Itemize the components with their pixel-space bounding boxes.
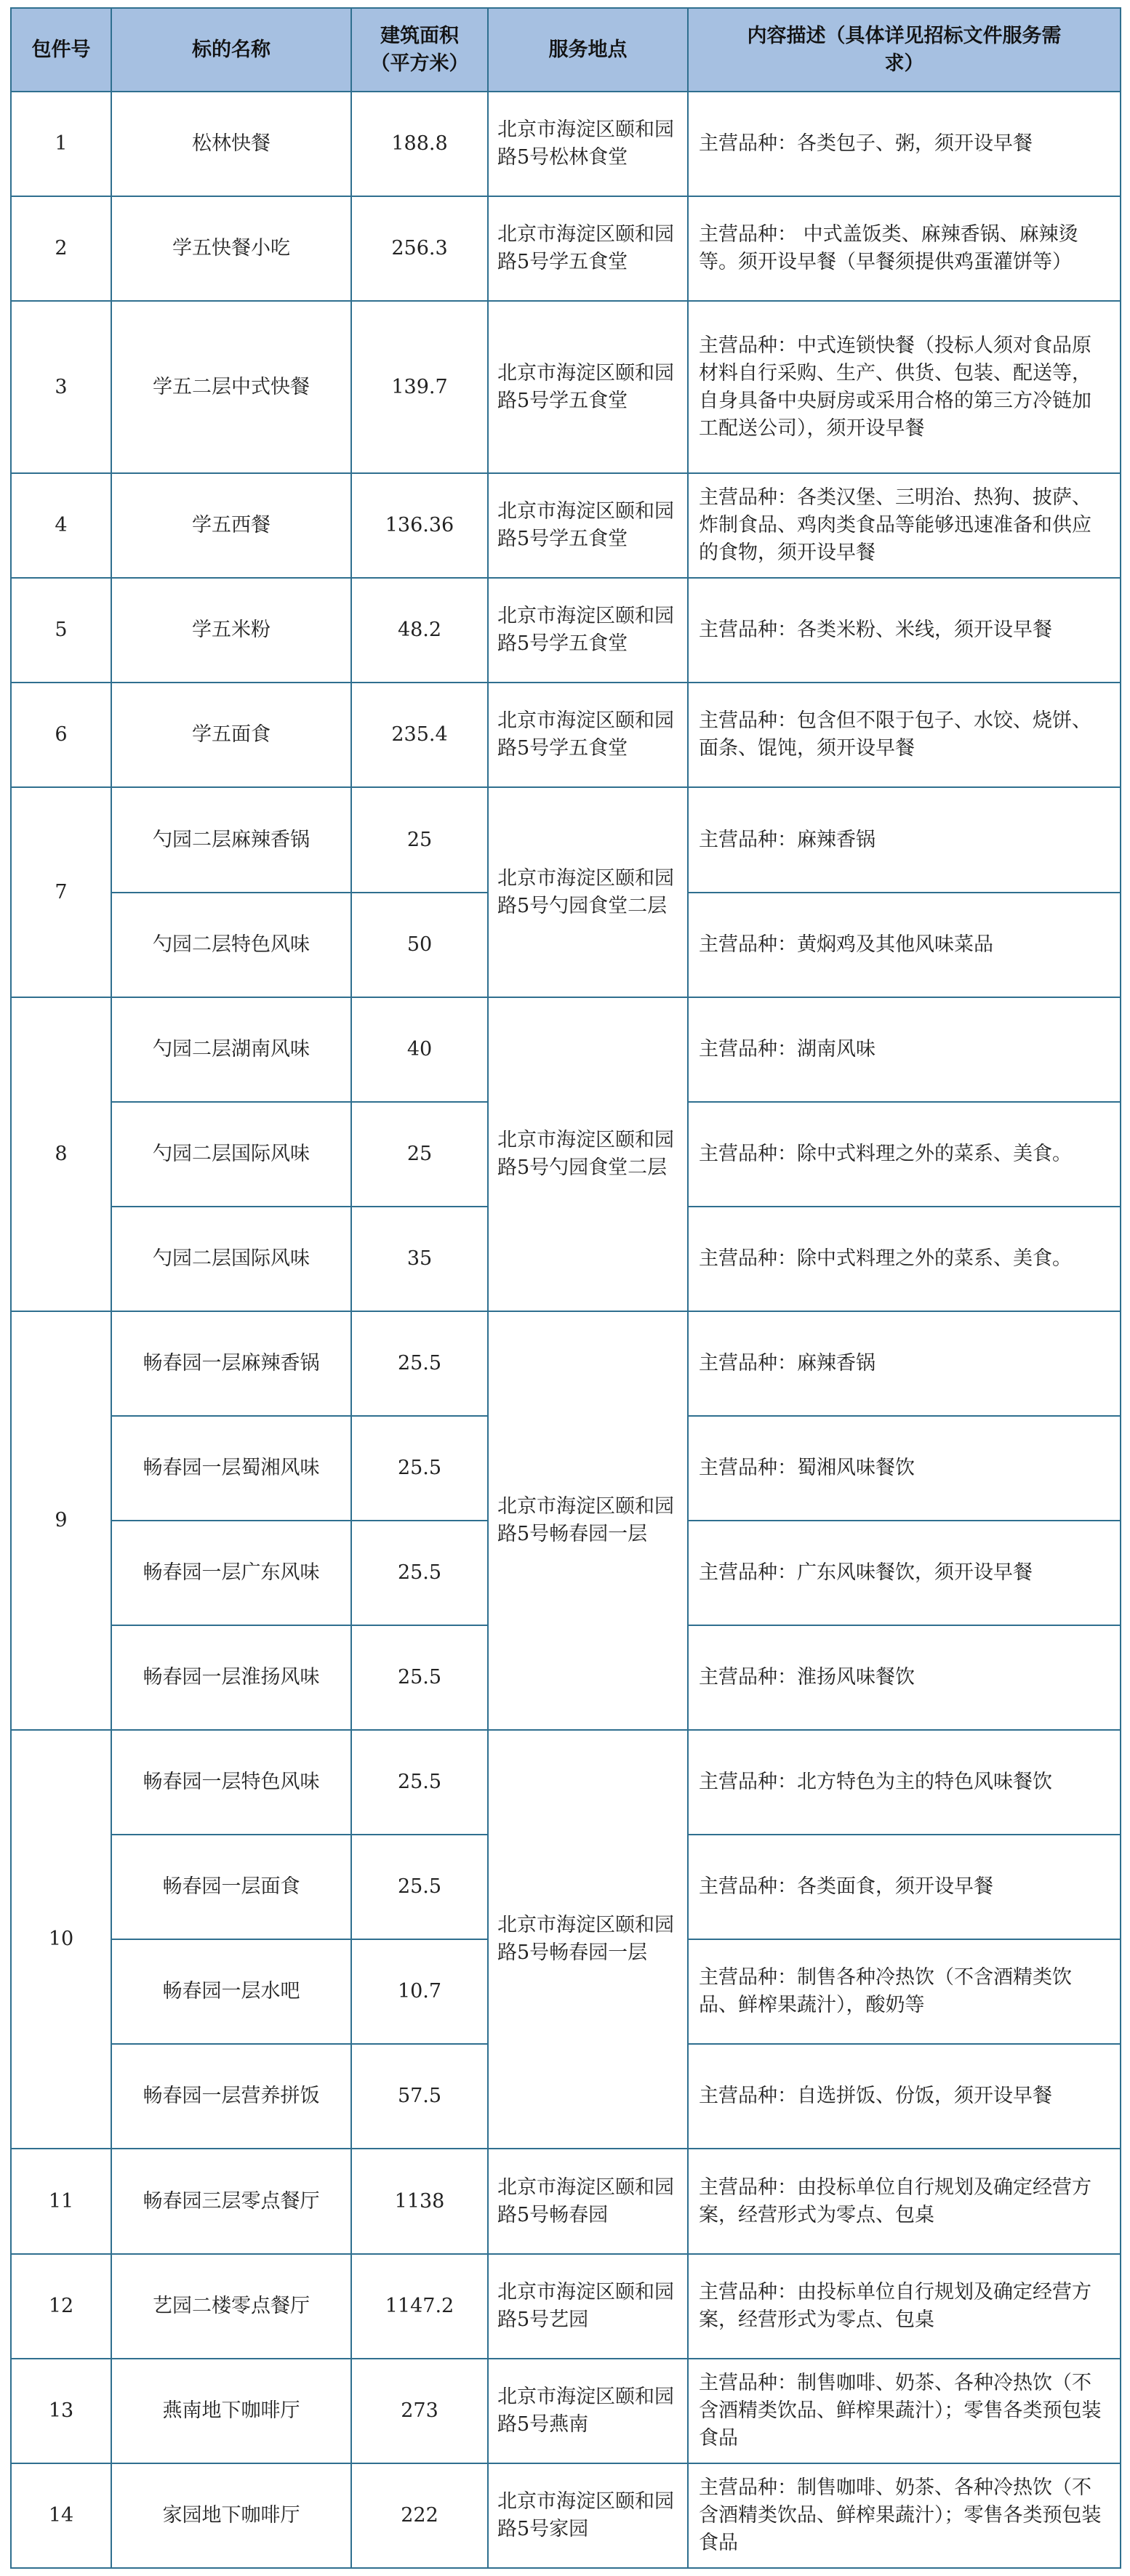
item-name: 学五二层中式快餐 [111, 301, 351, 473]
item-location: 北京市海淀区颐和园路5号勺园食堂二层 [488, 997, 688, 1311]
package-no: 8 [11, 997, 111, 1311]
header-location: 服务地点 [488, 8, 688, 92]
item-area: 136.36 [351, 473, 488, 578]
package-no: 7 [11, 787, 111, 997]
item-area: 1138 [351, 2149, 488, 2253]
table-row [11, 2359, 1121, 2463]
item-description: 主营品种：制售咖啡、奶茶、各种冷热饮（不含酒精类饮品、鲜榨果蔬汁）；零售各类预包装食品 [688, 2359, 1121, 2463]
item-name: 勺园二层特色风味 [111, 893, 351, 997]
table-row [11, 787, 1121, 892]
item-name: 畅春园一层特色风味 [111, 1730, 351, 1835]
item-description: 主营品种：蜀湘风味餐饮 [688, 1416, 1121, 1521]
table-row [11, 301, 1121, 473]
table-row [11, 2463, 1121, 2568]
item-area: 57.5 [351, 2044, 488, 2149]
item-location: 北京市海淀区颐和园路5号畅春园一层 [488, 1311, 688, 1730]
item-location: 北京市海淀区颐和园路5号畅春园一层 [488, 1730, 688, 2149]
item-area: 25 [351, 1102, 488, 1207]
item-area: 10.7 [351, 1939, 488, 2044]
header-area: 建筑面积 （平方米） [351, 8, 488, 92]
item-location: 北京市海淀区颐和园路5号家园 [488, 2463, 688, 2568]
item-location: 北京市海淀区颐和园路5号燕南 [488, 2359, 688, 2463]
item-name: 畅春园一层广东风味 [111, 1521, 351, 1625]
item-area: 25 [351, 787, 488, 892]
item-name: 勺园二层湖南风味 [111, 997, 351, 1102]
item-area: 222 [351, 2463, 488, 2568]
item-area: 25.5 [351, 1730, 488, 1835]
item-name: 艺园二楼零点餐厅 [111, 2254, 351, 2359]
item-location: 北京市海淀区颐和园路5号畅春园 [488, 2149, 688, 2253]
item-name: 畅春园一层蜀湘风味 [111, 1416, 351, 1521]
item-description: 主营品种：制售各种冷热饮（不含酒精类饮品、鲜榨果蔬汁），酸奶等 [688, 1939, 1121, 2044]
item-name: 学五西餐 [111, 473, 351, 578]
table-row [11, 92, 1121, 196]
item-name: 畅春园一层营养拼饭 [111, 2044, 351, 2149]
item-name: 畅春园三层零点餐厅 [111, 2149, 351, 2253]
item-location: 北京市海淀区颐和园路5号学五食堂 [488, 578, 688, 683]
item-description: 主营品种：麻辣香锅 [688, 787, 1121, 892]
item-area: 25.5 [351, 1625, 488, 1730]
item-location: 北京市海淀区颐和园路5号学五食堂 [488, 196, 688, 301]
item-description: 主营品种：由投标单位自行规划及确定经营方案，经营形式为零点、包桌 [688, 2254, 1121, 2359]
package-no: 6 [11, 683, 111, 787]
item-location: 北京市海淀区颐和园路5号学五食堂 [488, 473, 688, 578]
item-area: 139.7 [351, 301, 488, 473]
package-no: 2 [11, 196, 111, 301]
item-area: 25.5 [351, 1416, 488, 1521]
item-description: 主营品种：各类面食，须开设早餐 [688, 1835, 1121, 1939]
item-description: 主营品种：广东风味餐饮，须开设早餐 [688, 1521, 1121, 1625]
package-no: 14 [11, 2463, 111, 2568]
package-no: 4 [11, 473, 111, 578]
package-no: 5 [11, 578, 111, 683]
item-description: 主营品种：由投标单位自行规划及确定经营方案，经营形式为零点、包桌 [688, 2149, 1121, 2253]
table-row [11, 2149, 1121, 2253]
item-description: 主营品种：各类包子、粥，须开设早餐 [688, 92, 1121, 196]
package-no: 1 [11, 92, 111, 196]
package-no: 9 [11, 1311, 111, 1730]
item-description: 主营品种：各类米粉、米线，须开设早餐 [688, 578, 1121, 683]
item-name: 学五米粉 [111, 578, 351, 683]
package-no: 10 [11, 1730, 111, 2149]
table-row [11, 1311, 1121, 1416]
item-area: 25.5 [351, 1521, 488, 1625]
item-area: 188.8 [351, 92, 488, 196]
item-description: 主营品种：黄焖鸡及其他风味菜品 [688, 893, 1121, 997]
item-area: 50 [351, 893, 488, 997]
table-row [11, 1730, 1121, 1835]
header-description: 内容描述（具体详见招标文件服务需 求） [688, 8, 1121, 92]
item-name: 松林快餐 [111, 92, 351, 196]
item-name: 畅春园一层麻辣香锅 [111, 1311, 351, 1416]
item-location: 北京市海淀区颐和园路5号艺园 [488, 2254, 688, 2359]
package-no: 3 [11, 301, 111, 473]
bid-package-table [10, 7, 1121, 2569]
item-description: 主营品种：北方特色为主的特色风味餐饮 [688, 1730, 1121, 1835]
item-description: 主营品种：除中式料理之外的菜系、美食。 [688, 1207, 1121, 1311]
item-name: 畅春园一层面食 [111, 1835, 351, 1939]
item-description: 主营品种：除中式料理之外的菜系、美食。 [688, 1102, 1121, 1207]
item-name: 畅春园一层淮扬风味 [111, 1625, 351, 1730]
item-description: 主营品种：自选拼饭、份饭，须开设早餐 [688, 2044, 1121, 2149]
item-description: 主营品种：麻辣香锅 [688, 1311, 1121, 1416]
item-location: 北京市海淀区颐和园路5号松林食堂 [488, 92, 688, 196]
item-name: 家园地下咖啡厅 [111, 2463, 351, 2568]
header-item-name: 标的名称 [111, 8, 351, 92]
item-area: 25.5 [351, 1835, 488, 1939]
header-package-no: 包件号 [11, 8, 111, 92]
item-area: 256.3 [351, 196, 488, 301]
item-description: 主营品种： 中式盖饭类、麻辣香锅、麻辣烫等。须开设早餐（早餐须提供鸡蛋灌饼等） [688, 196, 1121, 301]
item-name: 学五面食 [111, 683, 351, 787]
package-no: 12 [11, 2254, 111, 2359]
item-area: 235.4 [351, 683, 488, 787]
item-name: 勺园二层麻辣香锅 [111, 787, 351, 892]
table-row [11, 683, 1121, 787]
item-area: 273 [351, 2359, 488, 2463]
item-location: 北京市海淀区颐和园路5号勺园食堂二层 [488, 787, 688, 997]
item-description: 主营品种：制售咖啡、奶茶、各种冷热饮（不含酒精类饮品、鲜榨果蔬汁）；零售各类预包装食品 [688, 2463, 1121, 2568]
item-name: 学五快餐小吃 [111, 196, 351, 301]
table-row [11, 196, 1121, 301]
item-description: 主营品种：各类汉堡、三明治、热狗、披萨、炸制食品、鸡肉类食品等能够迅速准备和供应的食物，须开设早餐 [688, 473, 1121, 578]
item-area: 40 [351, 997, 488, 1102]
item-name: 勺园二层国际风味 [111, 1207, 351, 1311]
item-area: 48.2 [351, 578, 488, 683]
table-row [11, 2254, 1121, 2359]
item-description: 主营品种：淮扬风味餐饮 [688, 1625, 1121, 1730]
table-row [11, 473, 1121, 578]
item-name: 勺园二层国际风味 [111, 1102, 351, 1207]
item-location: 北京市海淀区颐和园路5号学五食堂 [488, 683, 688, 787]
package-no: 11 [11, 2149, 111, 2253]
item-area: 35 [351, 1207, 488, 1311]
package-no: 13 [11, 2359, 111, 2463]
item-description: 主营品种：中式连锁快餐（投标人须对食品原材料自行采购、生产、供货、包装、配送等，自身具备中央厨房或采用合格的第三方冷链加工配送公司），须开设早餐 [688, 301, 1121, 473]
item-name: 燕南地下咖啡厅 [111, 2359, 351, 2463]
item-description: 主营品种：包含但不限于包子、水饺、烧饼、面条、馄饨，须开设早餐 [688, 683, 1121, 787]
item-area: 25.5 [351, 1311, 488, 1416]
item-location: 北京市海淀区颐和园路5号学五食堂 [488, 301, 688, 473]
item-area: 1147.2 [351, 2254, 488, 2359]
item-name: 畅春园一层水吧 [111, 1939, 351, 2044]
header-row [11, 8, 1121, 92]
table-row [11, 997, 1121, 1102]
table-row [11, 578, 1121, 683]
item-description: 主营品种：湖南风味 [688, 997, 1121, 1102]
